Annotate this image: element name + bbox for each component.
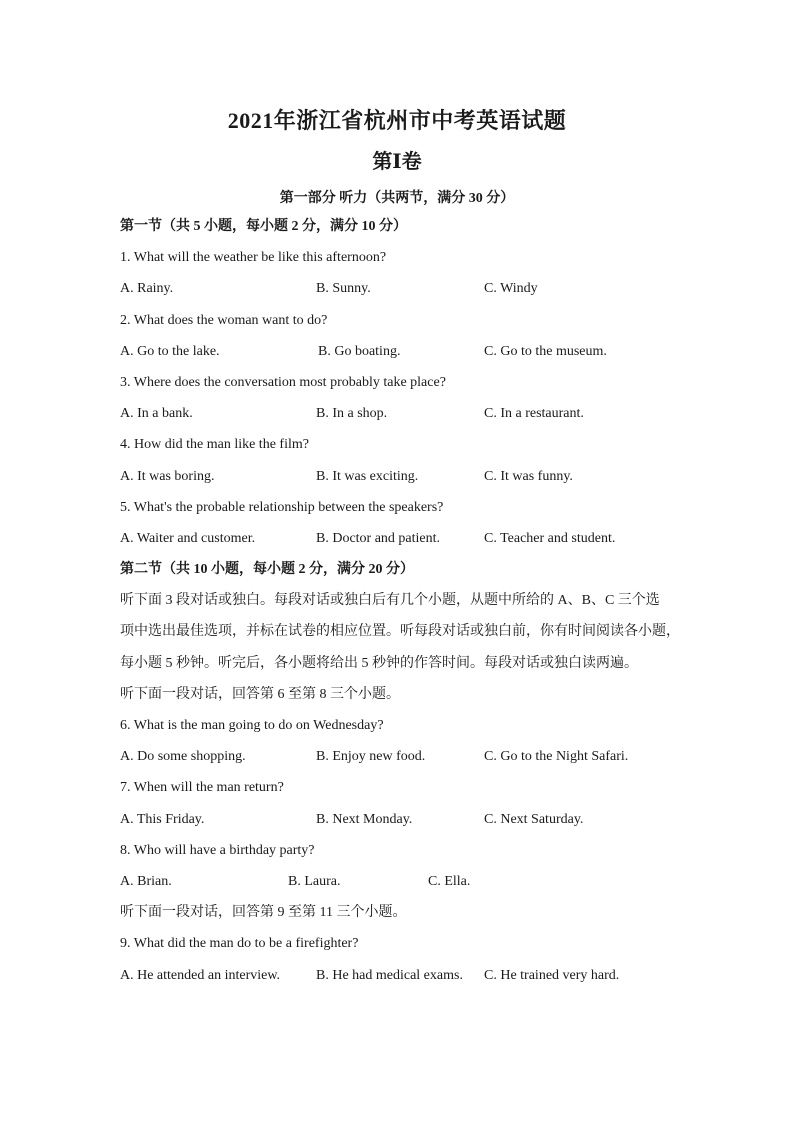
option-c: C. Go to the museum. (484, 343, 607, 359)
option-a: A. Rainy. (120, 281, 174, 297)
question-9-options (120, 966, 680, 997)
option-c: C. Go to the Night Safari. (484, 749, 629, 765)
question-1-options (120, 279, 680, 310)
exam-content (120, 217, 680, 997)
option-b: B. He had medical exams. (316, 967, 463, 983)
option-c: C. Ella. (428, 873, 471, 889)
group-2-intro: 听下面一段对话，回答第 9 至第 11 三个小题。 (120, 905, 407, 921)
option-a: A. In a bank. (120, 406, 193, 422)
instructions-line-2: 项中选出最佳选项，并标在试卷的相应位置。听每段对话或独白前，你有时间阅读各小题， (120, 624, 680, 640)
option-b: B. Go boating. (318, 343, 401, 359)
option-a: A. Brian. (120, 873, 172, 889)
option-b: B. Enjoy new food. (316, 749, 426, 765)
option-b: B. Next Monday. (316, 811, 413, 827)
volume-heading: 第Ⅰ卷 (372, 151, 422, 173)
question-6-options (120, 747, 680, 778)
option-a: A. Waiter and customer. (120, 530, 256, 546)
option-b: B. Sunny. (316, 281, 371, 297)
option-a: A. Do some shopping. (120, 749, 246, 765)
option-b: B. Doctor and patient. (316, 530, 441, 546)
option-c: C. Teacher and student. (484, 530, 616, 546)
exam-title: 2021年浙江省杭州市中考英语试题 (227, 108, 567, 133)
question-5-options (120, 529, 680, 560)
question-8-options (120, 872, 680, 903)
option-b: B. It was exciting. (316, 468, 419, 484)
section1-heading: 第一节（共 5 小题，每小题 2 分，满分 10 分） (120, 219, 407, 234)
group-1-intro: 听下面一段对话，回答第 6 至第 8 三个小题。 (120, 686, 400, 702)
question-7-options (120, 810, 680, 841)
option-c: C. In a restaurant. (484, 406, 584, 422)
question-8: 8. Who will have a birthday party? (120, 842, 315, 858)
question-5: 5. What's the probable relationship between the speakers? (120, 499, 444, 515)
question-4-options (120, 467, 680, 498)
option-c: C. He trained very hard. (484, 967, 620, 983)
part-heading: 第一部分 听力（共两节，满分 30 分） (279, 191, 515, 206)
section2-heading: 第二节（共 10 小题，每小题 2 分，满分 20 分） (120, 562, 414, 578)
option-b: B. Laura. (288, 873, 341, 889)
option-a: A. He attended an interview. (120, 967, 281, 983)
option-c: C. It was funny. (484, 468, 573, 484)
question-2-options (120, 342, 680, 373)
option-b: B. In a shop. (316, 406, 388, 422)
question-1: 1. What will the weather be like this afternoon? (120, 250, 387, 266)
option-c: C. Windy (484, 281, 538, 297)
question-6: 6. What is the man going to do on Wednesday? (120, 718, 384, 733)
instructions-line-1: 听下面 3 段对话或独白。每段对话或独白后有几个小题，从题中所给的 A、B、C 三个选 (120, 593, 660, 609)
question-4: 4. How did the man like the film? (120, 437, 309, 453)
instructions-line-3: 每小题 5 秒钟。听完后，各小题将给出 5 秒钟的作答时间。每段对话或独白读两遍。 (120, 655, 638, 671)
question-3: 3. Where does the conversation most probably take place? (120, 374, 446, 390)
question-9: 9. What did the man do to be a firefighter? (120, 936, 359, 952)
question-3-options (120, 404, 680, 435)
question-2: 2. What does the woman want to do? (120, 312, 328, 328)
option-a: A. It was boring. (120, 468, 215, 484)
option-a: A. Go to the lake. (120, 343, 220, 359)
question-7: 7. When will the man return? (120, 780, 284, 796)
option-c: C. Next Saturday. (484, 811, 584, 827)
option-a: A. This Friday. (120, 811, 205, 827)
